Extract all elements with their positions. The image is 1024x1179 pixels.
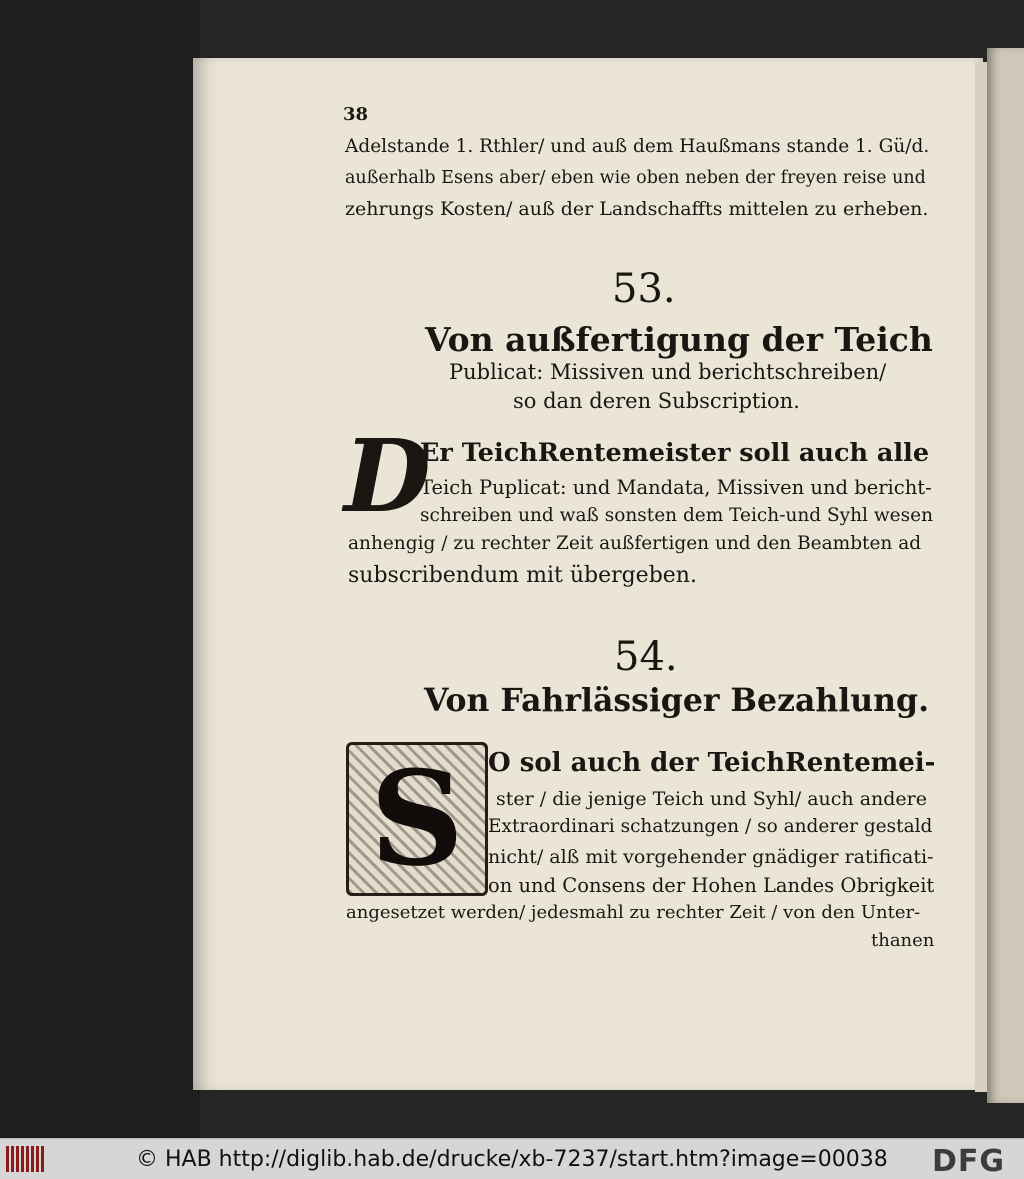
text-line: zehrungs Kosten/ auß der Landschaffts mittelen zu erheben. [345, 198, 929, 220]
text-line: Adelstande 1. Rthler/ und auß dem Haußmans stande 1. Gü/d. [345, 136, 930, 157]
paragraph-first-line: O sol auch der TeichRentemei- [488, 748, 936, 778]
ornamental-initial [346, 742, 488, 896]
hab-barcode-icon [6, 1146, 46, 1172]
footer-bar [0, 1138, 1024, 1179]
section-number: 53. [612, 266, 676, 312]
paragraph-first-line: Er TeichRentemeister soll auch alle [420, 438, 930, 468]
text-line: ster / die jenige Teich und Syhl/ auch andere [496, 788, 928, 810]
dfg-logo: DFG [932, 1144, 1006, 1179]
text-line: on und Consens der Hohen Landes Obrigkeit [488, 874, 935, 897]
text-line: Extraordinari schatzungen / so anderer gestald [488, 816, 933, 837]
copyright-link[interactable]: © HAB http://diglib.hab.de/drucke/xb-7237/start.htm?image=00038 [136, 1147, 888, 1172]
scanner-left-margin [0, 0, 200, 1138]
section-subheading: Publicat: Missiven und berichtschreiben/ [449, 360, 887, 384]
section-heading: Von Fahrlässiger Bezahlung. [424, 682, 930, 719]
section-subheading: so dan deren Subscription. [513, 389, 800, 413]
text-line: anhengig / zu rechter Zeit außfertigen und den Beambten ad [348, 533, 922, 554]
page-number: 38 [343, 104, 369, 125]
page-fore-edge [975, 62, 987, 1092]
catchword: thanen [871, 930, 935, 951]
text-line: angesetzet werden/ jedesmahl zu rechter Zeit / von den Unter- [346, 902, 921, 923]
text-line: nicht/ alß mit vorgehender gnädiger ratificati- [488, 846, 934, 868]
text-line: subscribendum mit übergeben. [348, 563, 697, 588]
section-number: 54. [614, 634, 678, 680]
text-line: Teich Puplicat: und Mandata, Missiven und bericht- [420, 476, 932, 499]
ornamental-initial-letter: S [370, 742, 464, 895]
facing-page-edge [987, 48, 1024, 1103]
text-line: schreiben und waß sonsten dem Teich-und Syhl wesen [420, 505, 933, 526]
decorated-initial: D [344, 417, 431, 535]
section-heading: Von außfertigung der Teich [425, 320, 933, 359]
text-line: außerhalb Esens aber/ eben wie oben neben der freyen reise und [345, 168, 926, 188]
